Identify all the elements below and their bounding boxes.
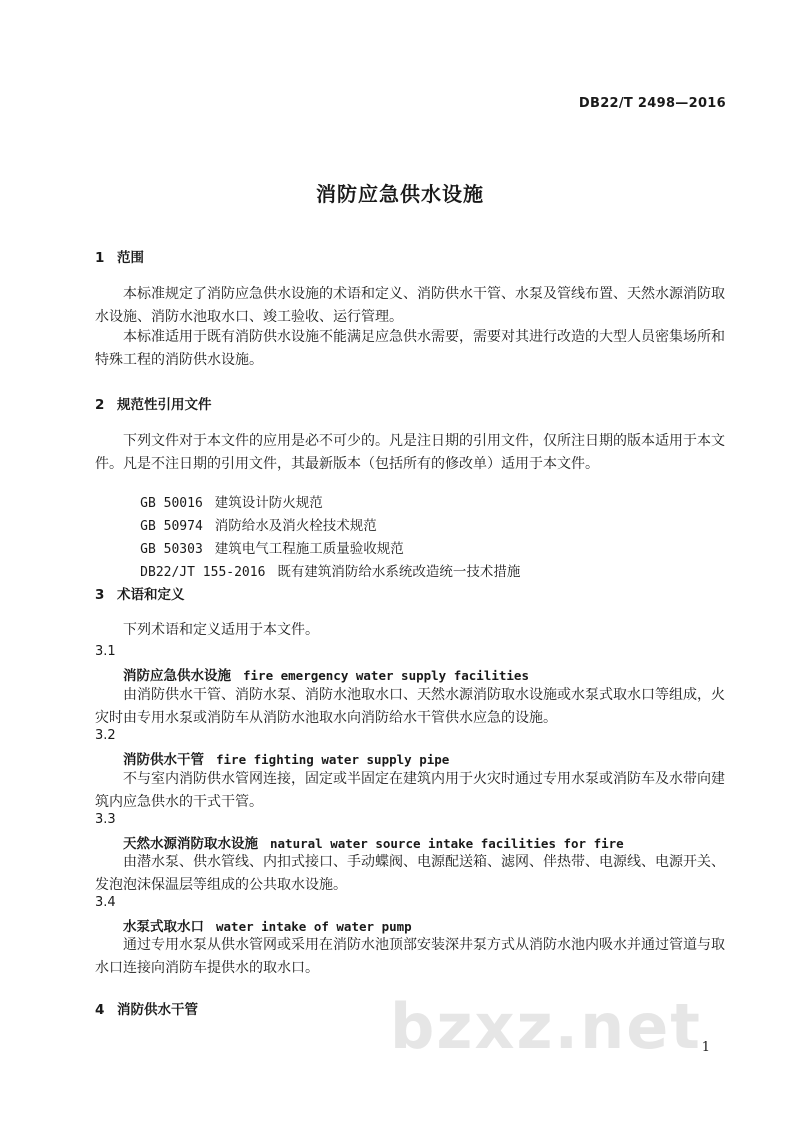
term-english: natural water source intake facilities for fire	[270, 836, 624, 851]
reference-code: GB 50974	[140, 519, 203, 534]
terms-intro: 下列术语和定义适用于本文件。	[123, 622, 319, 638]
term-definition: 通过专用水泵从供水管网或采用在消防水池顶部安装深井泵方式从消防水池内吸水并通过管道与取水口连接向消防车提供水的取水口。	[95, 937, 725, 976]
section-title: 消防供水干管	[117, 1002, 198, 1018]
clause-number: 3.1	[95, 644, 116, 659]
section-heading-2	[95, 393, 212, 413]
term-english: fire fighting water supply pipe	[216, 752, 450, 767]
term-chinese: 水泵式取水口	[123, 919, 204, 935]
reference-code: GB 50016	[140, 496, 203, 511]
term-chinese: 天然水源消防取水设施	[123, 836, 258, 852]
watermark: bzxz.net	[390, 990, 702, 1063]
term-heading	[123, 748, 449, 768]
section-number: 1	[95, 250, 105, 266]
references-intro: 下列文件对于本文件的应用是必不可少的。凡是注日期的引用文件，仅所注日期的版本适用于本文件。凡是不注日期的引用文件，其最新版本（包括所有的修改单）适用于本文件。	[95, 433, 725, 472]
section-title: 范围	[117, 250, 144, 266]
term-english: water intake of water pump	[216, 919, 412, 934]
reference-name: 建筑设计防火规范	[214, 495, 323, 511]
section-number: 3	[95, 587, 105, 603]
page-number: 1	[701, 1040, 710, 1055]
reference-name: 消防给水及消火栓技术规范	[214, 518, 377, 534]
section-heading-1	[95, 246, 144, 266]
scope-paragraph-2: 本标准适用于既有消防供水设施不能满足应急供水需要，需要对其进行改造的大型人员密集场所和特殊工程的消防供水设施。	[95, 329, 725, 368]
reference-code: DB22/JT 155-2016	[140, 565, 266, 580]
term-chinese: 消防供水干管	[123, 752, 204, 768]
section-heading-4	[95, 998, 198, 1018]
reference-name: 建筑电气工程施工质量验收规范	[214, 541, 404, 557]
clause-number: 3.3	[95, 812, 116, 827]
document-title: 消防应急供水设施	[316, 182, 484, 206]
standard-code: DB22/T 2498—2016	[578, 96, 726, 111]
term-heading	[123, 664, 529, 684]
reference-name: 既有建筑消防给水系统改造统一技术措施	[277, 564, 521, 580]
clause-number: 3.2	[95, 728, 116, 743]
section-title: 术语和定义	[117, 587, 185, 603]
clause-number: 3.4	[95, 895, 116, 910]
section-heading-3	[95, 583, 185, 603]
term-heading	[123, 915, 412, 935]
section-number: 2	[95, 397, 105, 413]
term-definition: 由潜水泵、供水管线、内扣式接口、手动蝶阀、电源配送箱、滤网、伴热带、电源线、电源开关、发泡泡沫保温层等组成的公共取水设施。	[95, 854, 725, 893]
section-title: 规范性引用文件	[117, 397, 212, 413]
term-heading	[123, 832, 624, 852]
section-number: 4	[95, 1002, 105, 1018]
scope-paragraph-1: 本标准规定了消防应急供水设施的术语和定义、消防供水干管、水泵及管线布置、天然水源消防取水设施、消防水池取水口、竣工验收、运行管理。	[95, 286, 725, 325]
term-chinese: 消防应急供水设施	[123, 668, 231, 684]
term-definition: 不与室内消防供水管网连接，固定或半固定在建筑内用于火灾时通过专用水泵或消防车及水带向建筑内应急供水的干式干管。	[95, 771, 725, 810]
term-definition: 由消防供水干管、消防水泵、消防水池取水口、天然水源消防取水设施或水泵式取水口等组成，火灾时由专用水泵或消防车从消防水池取水向消防给水干管供水应急的设施。	[95, 687, 725, 726]
reference-code: GB 50303	[140, 542, 203, 557]
term-english: fire emergency water supply facilities	[243, 668, 529, 683]
